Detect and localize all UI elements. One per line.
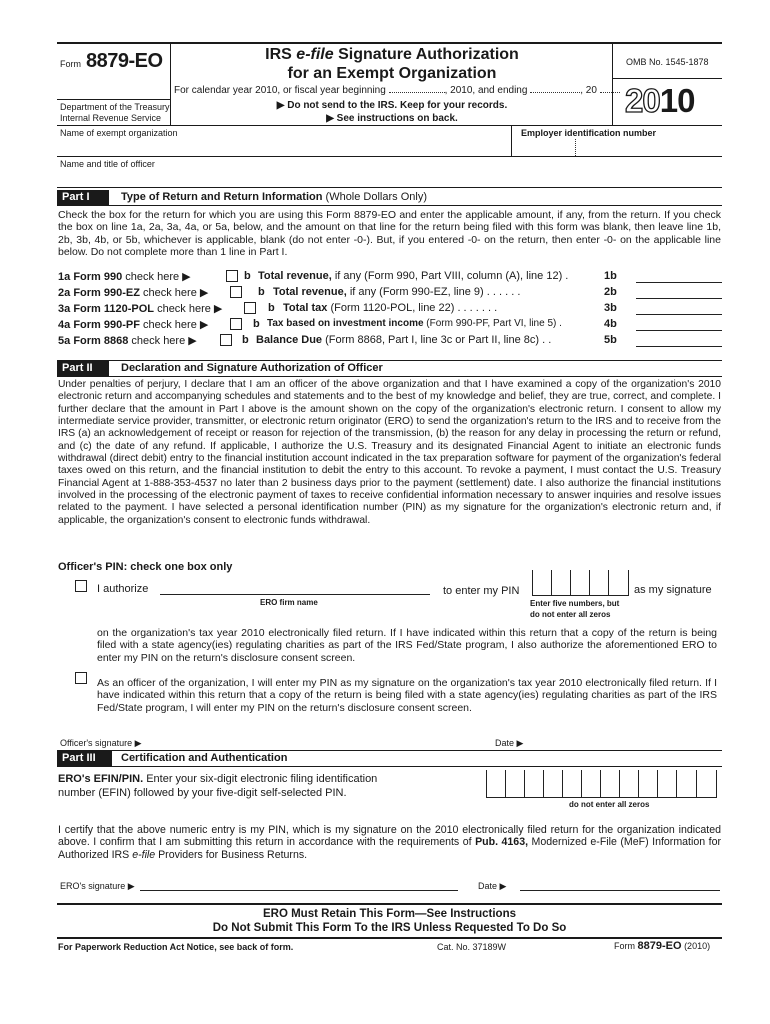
pin-instructions (530, 598, 619, 620)
efin-text-2: number (EFIN) followed by your five-digit self-selected PIN. (58, 787, 347, 799)
retain-line-1: ERO Must Retain This Form—See Instructions (262, 908, 517, 920)
footer-form-label: Form (614, 941, 635, 951)
line-b-letter: b (244, 270, 251, 282)
form-990-checkbox[interactable] (226, 270, 238, 282)
line-rest: if any (Form 990-EZ, line 9) (346, 286, 484, 298)
efin-box[interactable] (486, 770, 487, 797)
line-3b-amount-field[interactable] (636, 314, 722, 315)
ein-field[interactable] (514, 140, 720, 155)
pin-box[interactable] (570, 570, 571, 595)
line-b-letter: b (268, 302, 275, 314)
efin-box[interactable] (543, 770, 544, 797)
part1-title-text: Type of Return and Return Information (121, 191, 323, 203)
part1-intro: Check the box for the return for which you are using this Form 8879-EO and enter the applicable amount, if any, from the return. If you check the box on line 1a, 2a, 3a, 4a, or 5a, below, and the amount on that line for the return being filed with this form was blank, then leave line 1b, 2b, 3b, 4b, or 5b, whichever is applicable, blank (do not enter -0-). But, if you entered -0- on the return, then enter -0- on the applicable line below. Do not complete more than 1 line in Part I. (58, 209, 721, 259)
officer-date-label: Date ▶ (495, 738, 524, 748)
i-authorize-checkbox[interactable] (75, 580, 87, 592)
ero-signature-label: ERO's signature ▶ (60, 881, 135, 891)
form-990ez-checkbox[interactable] (230, 286, 242, 298)
line-b-letter: b (258, 286, 265, 298)
department-label (60, 102, 170, 124)
officer-signature-field[interactable] (150, 730, 480, 746)
line-5b-amount-field[interactable] (636, 346, 722, 347)
efin-box[interactable] (562, 770, 563, 797)
ero-firm-name-field[interactable] (160, 594, 430, 595)
retain-notice (57, 907, 722, 935)
line-rest: (Form 990-PF, Part VI, line 5) (423, 318, 557, 329)
pin-box[interactable] (638, 770, 639, 797)
org-name-label: Name of exempt organization (60, 128, 178, 138)
line-form: Form 1120-POL (73, 303, 155, 315)
line-label: Total revenue, (258, 270, 332, 282)
calendar-year-label: For calendar year 2010, or fiscal year beginning (174, 85, 386, 96)
ero-date-field[interactable] (520, 890, 720, 891)
form-label: Form (60, 59, 81, 69)
officer-name-field[interactable] (60, 171, 720, 184)
do-not-send-note: ▶ Do not send to the IRS. Keep for your records. (276, 100, 508, 111)
line-1b-amount-field[interactable] (636, 282, 722, 283)
ero-date-label: Date ▶ (478, 881, 507, 891)
line-5 (58, 334, 722, 348)
efin-box[interactable] (524, 770, 525, 797)
line-code: 1b (604, 270, 617, 282)
line-rest: (Form 1120-POL, line 22) (327, 302, 455, 314)
line-check-text: check here ▶ (139, 287, 209, 299)
line-dots: . . (539, 334, 552, 346)
title-line-2: for an Exempt Organization (287, 65, 497, 82)
fiscal-end-field[interactable] (530, 92, 580, 93)
officer-name-label: Name and title of officer (60, 159, 155, 169)
pin-box[interactable] (551, 570, 552, 595)
footer-form-number: 8879-EO (637, 940, 682, 952)
form-8868-checkbox[interactable] (220, 334, 232, 346)
part3-title: Certification and Authentication (121, 752, 288, 764)
part1-title (121, 191, 427, 203)
part1-tag: Part I (57, 190, 109, 205)
option2-text: As an officer of the organization, I will enter my PIN as my signature on the organization's tax year 2010 electronically filed return. If I have indicated within this return that a copy of the return is being filed with a state agency(ies) regulating charities as part of the IRS Fed/State program, I will enter my PIN on the return's disclosure consent screen. (97, 677, 717, 714)
tax-year-outline: 20 (625, 82, 660, 119)
ein-label: Employer identification number (521, 128, 657, 138)
pin-box[interactable] (589, 570, 590, 595)
certify-text-a: I certify that the above numeric entry is my PIN, which is my signature on the 2010 electronically filed return for the organization indicated above. I confirm that I am submitting this return in accordance with the requirements of (58, 824, 721, 849)
line-label: Total revenue, (273, 286, 347, 298)
part2-title: Declaration and Signature Authorization of Officer (121, 362, 383, 374)
pin-instructions-line-2: do not enter all zeros (530, 610, 611, 619)
line-check-text: check here ▶ (122, 271, 191, 283)
efin-box[interactable] (581, 770, 582, 797)
line-form: Form 990-EZ (73, 287, 140, 299)
title-efile: e-file (296, 46, 334, 63)
efin-label: ERO's EFIN/PIN. (58, 773, 144, 785)
certify-efile: e-file (132, 848, 156, 861)
line-num: 1a (58, 271, 71, 283)
i-authorize-label: I authorize (97, 583, 149, 595)
line-2 (58, 286, 722, 300)
line-dots: . . . . . . . (454, 302, 498, 314)
line-b-letter: b (253, 318, 260, 330)
line-dots: . . . . . . (483, 286, 521, 298)
efin-instructions (58, 772, 377, 800)
efin-box[interactable] (505, 770, 506, 797)
officer-pin-boxes[interactable] (532, 570, 629, 596)
line-form: Form 8868 (73, 335, 129, 347)
line-check-text: check here ▶ (128, 335, 197, 347)
ein-separator (575, 139, 576, 156)
title-text-2: Signature Authorization (333, 46, 519, 63)
line-3 (58, 302, 722, 316)
pin-box[interactable] (696, 770, 697, 797)
tax-year-bold: 10 (659, 82, 695, 119)
ero-signature-field[interactable] (140, 890, 458, 891)
fiscal-begin-field[interactable] (389, 92, 445, 93)
line-dots: . (562, 270, 569, 282)
retain-line-2: Do Not Submit This Form To the IRS Unless Requested To Do So (212, 922, 567, 934)
pin-box[interactable] (657, 770, 658, 797)
efin-zeros-note: do not enter all zeros (569, 800, 650, 809)
efin-box[interactable] (600, 770, 601, 797)
department-line-2: Internal Revenue Service (60, 113, 162, 123)
pin-box[interactable] (619, 770, 620, 797)
form-990pf-checkbox[interactable] (230, 318, 242, 330)
pin-heading: Officer's PIN: check one box only (58, 561, 233, 573)
calendar-year-end: , 20 (580, 85, 597, 96)
part2-tag: Part II (57, 361, 109, 376)
tax-year (625, 84, 694, 118)
line-rest: (Form 8868, Part I, line 3c or Part II, line 8c) (322, 334, 540, 346)
certify-text-c: Providers for Business Returns. (155, 848, 308, 861)
certify-text-b: Modernized e-File (MeF) Information for Authorized IRS (58, 836, 721, 861)
line-b-letter: b (242, 334, 249, 346)
ero-efin-pin-boxes[interactable] (486, 770, 717, 798)
fiscal-end-year-field[interactable] (600, 92, 620, 93)
line-rest: if any (Form 990, Part VIII, column (A), line 12) (331, 270, 563, 282)
paperwork-notice: For Paperwork Reduction Act Notice, see back of form. (58, 942, 294, 952)
line-num: 3a (58, 303, 71, 315)
line-label: Balance Due (256, 334, 323, 346)
form-title (172, 45, 612, 83)
footer-form-year: (2010) (684, 941, 711, 951)
certify-pub: Pub. 4163, (475, 836, 529, 849)
footer-form-id (614, 940, 710, 952)
line-check-text: check here ▶ (154, 303, 223, 315)
line-code: 3b (604, 302, 617, 314)
line-label: Total tax (283, 302, 328, 314)
officer-signature-label: Officer's signature ▶ (60, 738, 142, 748)
as-my-signature-label: as my signature (634, 584, 712, 596)
org-name-field[interactable] (60, 140, 508, 153)
line-4b-amount-field[interactable] (636, 330, 722, 331)
line-num: 5a (58, 335, 71, 347)
see-instructions-note: ▶ See instructions on back. (326, 113, 458, 124)
form-number: 8879-EO (86, 50, 163, 72)
line-code: 5b (604, 334, 617, 346)
calendar-year-mid: , 2010, and ending (444, 85, 528, 96)
form-1120pol-checkbox[interactable] (244, 302, 256, 314)
catalog-number: Cat. No. 37189W (437, 942, 507, 952)
line-2b-amount-field[interactable] (636, 298, 722, 299)
certification-text (58, 824, 721, 861)
pin-box[interactable] (608, 570, 609, 595)
to-enter-pin-label: to enter my PIN (443, 585, 520, 597)
line-1 (58, 270, 722, 284)
line-check-text: check here ▶ (139, 319, 209, 331)
line-code: 2b (604, 286, 617, 298)
part1-title-note: (Whole Dollars Only) (322, 191, 427, 203)
officer-date-field[interactable] (535, 730, 715, 746)
department-line-1: Department of the Treasury (60, 102, 170, 112)
pin-instructions-line-1: Enter five numbers, but (530, 599, 620, 608)
calendar-year-line (174, 85, 620, 96)
pin-box[interactable] (532, 570, 533, 595)
line-dots: . (556, 318, 562, 329)
ero-firm-name-caption: ERO firm name (260, 598, 318, 607)
efin-text-1: Enter your six-digit electronic filing identification (143, 773, 378, 785)
option1-text: on the organization's tax year 2010 electronically filed return. If I have indicated within this return that a copy of the return is being filed with a state agency(ies) regulating charities as part of the IRS Fed/State program, I also authorize the aforementioned ERO to enter my PIN on the return's disclosure consent screen. (97, 627, 717, 664)
line-num: 4a (58, 319, 71, 331)
line-form: Form 990-PF (73, 319, 140, 331)
officer-enter-pin-checkbox[interactable] (75, 672, 87, 684)
line-code: 4b (604, 318, 617, 330)
declaration-text: Under penalties of perjury, I declare that I am an officer of the above organization and that I have examined a copy of the organization's 2010 electronic return and accompanying schedules and statements and to the best of my knowledge and belief, they are true, correct, and complete. I further declare that the amount in Part I above is the amount shown on the copy of the organization's electronic return. I consent to allow my intermediate service provider, transmitter, or electronic return originator (ERO) to send the organization's return to the IRS and to receive from the IRS (a) an acknowledgement of receipt or reason for rejection of the transmission, (b) the reason for any delay in processing the return or refund, and (c) the date of any refund. If applicable, I authorize the U.S. Treasury and its designated Financial Agent to initiate an electronic funds withdrawal (direct debit) entry to the financial institution account indicated in the tax preparation software for payment of the organization's federal taxes owed on this return, and the financial institution to debit the entry to this account. To revoke a payment, I must contact the U.S. Treasury Financial Agent at 1-888-353-4537 no later than 2 business days prior to the payment (settlement) date. I also authorize the financial institutions involved in the processing of the electronic payment of taxes to receive confidential information necessary to answer inquiries and resolve issues related to the payment. I have selected a personal identification number (PIN) as my signature for the organization's electronic return and, if applicable, the organization's consent to electronic funds withdrawal. (58, 379, 721, 526)
line-num: 2a (58, 287, 71, 299)
line-label: Tax based on investment income (267, 318, 424, 329)
title-text: IRS (265, 46, 297, 63)
pin-box[interactable] (676, 770, 677, 797)
omb-number: OMB No. 1545-1878 (626, 57, 709, 67)
part3-tag: Part III (57, 751, 112, 766)
line-4 (58, 318, 722, 332)
line-form: Form 990 (73, 271, 123, 283)
